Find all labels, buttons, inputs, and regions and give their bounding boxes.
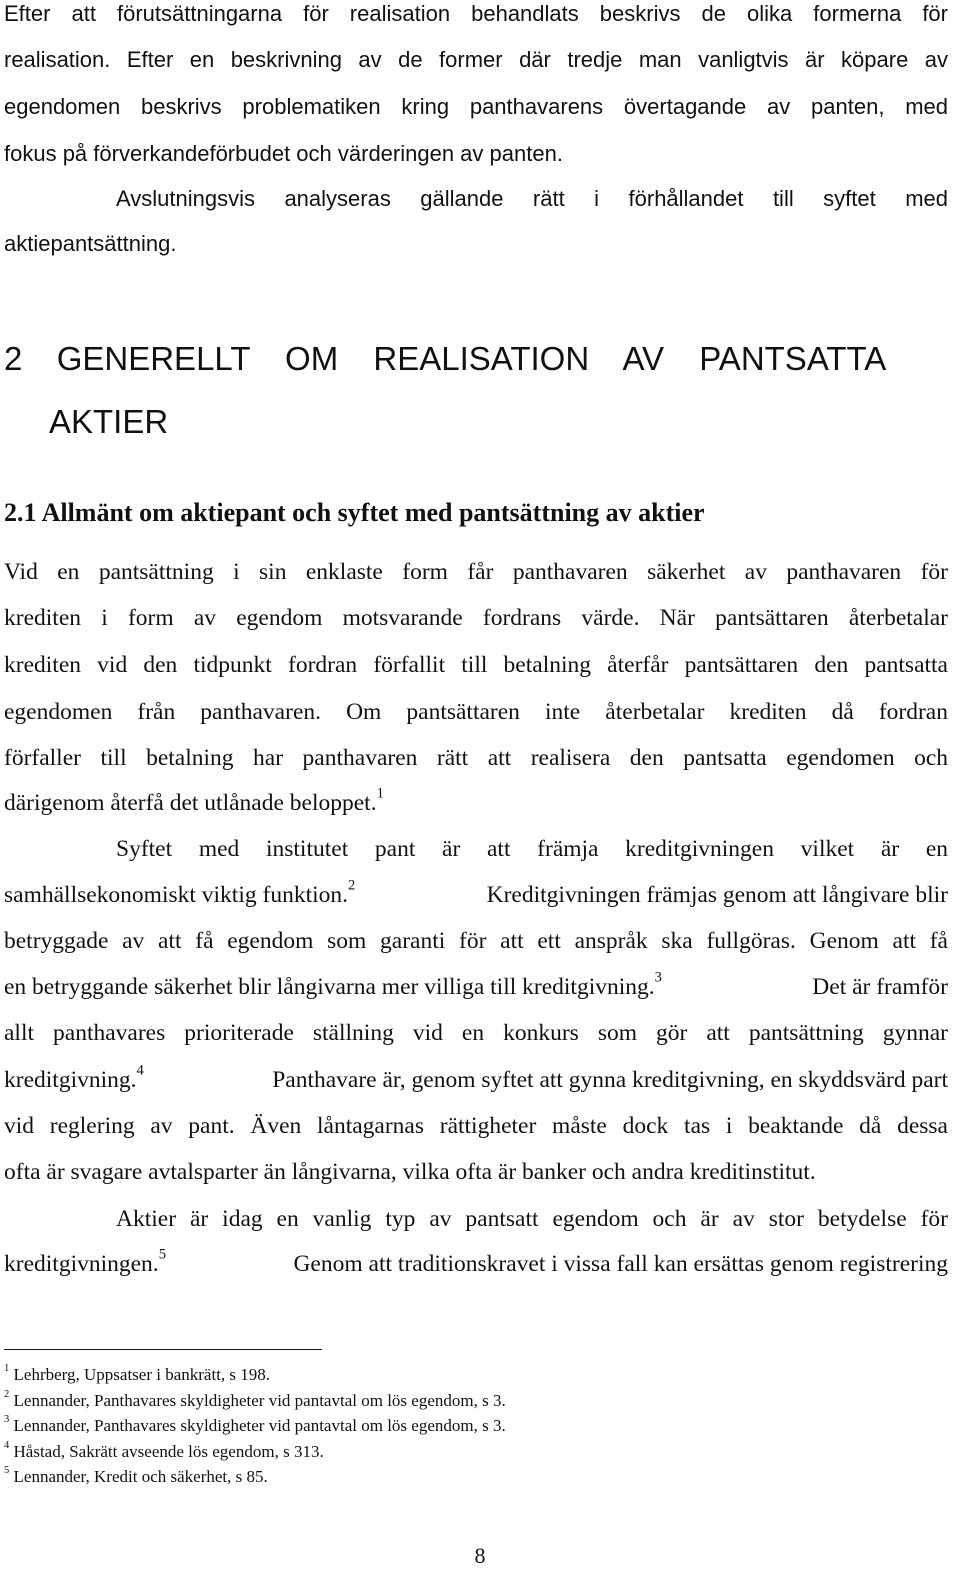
chapter-title-line1: GENERELLT OM REALISATION AV PANTSATTA: [56, 340, 887, 377]
footnote: $^1$ Lehrberg, Uppsatser i bankrätt, s 198.: [4, 1363, 271, 1384]
text-line: ofta är svagare avtalsparter än långivarna, vilka ofta är banker och andra kreditinstitut.: [4, 1159, 816, 1185]
footnote-ref[interactable]: 4: [136, 1062, 144, 1079]
text-line: samhällsekonomiskt viktig funktion.$^2$ Kreditgivningen främjas genom att långivare blir: [4, 877, 948, 908]
footnote-ref[interactable]: 2: [348, 877, 356, 894]
text-line: betryggade av att få egendom som garanti för att ett anspråk ska fullgöras. Genom att få: [4, 928, 948, 954]
text-line: Efter att förutsättningarna för realisation behandlats beskrivs de olika formerna för: [4, 1, 948, 26]
footnote: $^2$ Lennander, Panthavares skyldigheter vid pantavtal om lös egendom, s 3.: [4, 1389, 506, 1410]
text-line: Syftet med institutet pant är att främja kreditgivningen vilket är en: [116, 836, 948, 862]
text-line: realisation. Efter en beskrivning av de former där tredje man vanligtvis är köpare av: [4, 47, 948, 72]
footnote: $^3$ Lennander, Panthavares skyldigheter vid pantavtal om lös egendom, s 3.: [4, 1414, 506, 1435]
text-line: förfaller till betalning har panthavaren rätt att realisera den pantsatta egendomen och: [4, 745, 948, 771]
text-line: allt panthavares prioriterade ställning vid en konkurs som gör att pantsättning gynnar: [4, 1020, 948, 1046]
text-line: därigenom återfå det utlånade beloppet.$^1$: [4, 785, 384, 816]
chapter-number: 2: [4, 340, 23, 377]
text-line: aktiepantsättning.: [4, 231, 177, 256]
text-line: kreditgivningen.$^5$ Genom att traditionskravet i vissa fall kan ersättas genom registrering: [4, 1246, 948, 1277]
text-line: Aktier är idag en vanlig typ av pantsatt egendom och är av stor betydelse för: [116, 1206, 948, 1232]
text-line: egendomen beskrivs problematiken kring panthavarens övertagande av panten, med: [4, 94, 948, 119]
text-line: krediten vid den tidpunkt fordran förfallit till betalning återfår pantsättaren den pantsatta: [4, 652, 948, 678]
footnote-ref[interactable]: 5: [158, 1246, 166, 1263]
text-line: Avslutningsvis analyseras gällande rätt i förhållandet till syftet med: [116, 186, 948, 211]
chapter-title-line2: AKTIER: [49, 403, 169, 440]
text-line: fokus på förverkandeförbudet och värderingen av panten.: [4, 141, 563, 166]
section-heading: 2.1 Allmänt om aktiepant och syftet med pantsättning av aktier: [4, 498, 705, 527]
text-line: vid reglering av pant. Även låntagarnas rättigheter måste dock tas i beaktande då dessa: [4, 1113, 948, 1139]
footnote: $^5$ Lennander, Kredit och säkerhet, s 85.: [4, 1465, 268, 1486]
text-line: krediten i form av egendom motsvarande fordrans värde. När pantsättaren återbetalar: [4, 605, 948, 631]
text-line: en betryggande säkerhet blir långivarna mer villiga till kreditgivning.$^3$ Det är framför: [4, 969, 948, 1000]
footnote: $^4$ Håstad, Sakrätt avseende lös egendom, s 313.: [4, 1440, 324, 1461]
text-line: kreditgivning.$^4$ Panthavare är, genom syftet att gynna kreditgivning, en skyddsvärd part: [4, 1062, 948, 1093]
footnote-separator: [4, 1349, 322, 1350]
text-line: egendomen från panthavaren. Om pantsättaren inte återbetalar krediten då fordran: [4, 699, 948, 725]
page-number: 8: [474, 1543, 486, 1568]
text-line: Vid en pantsättning i sin enklaste form får panthavaren säkerhet av panthavaren för: [4, 559, 948, 585]
footnote-ref[interactable]: 3: [654, 969, 662, 986]
footnote-ref[interactable]: 1: [376, 785, 384, 802]
